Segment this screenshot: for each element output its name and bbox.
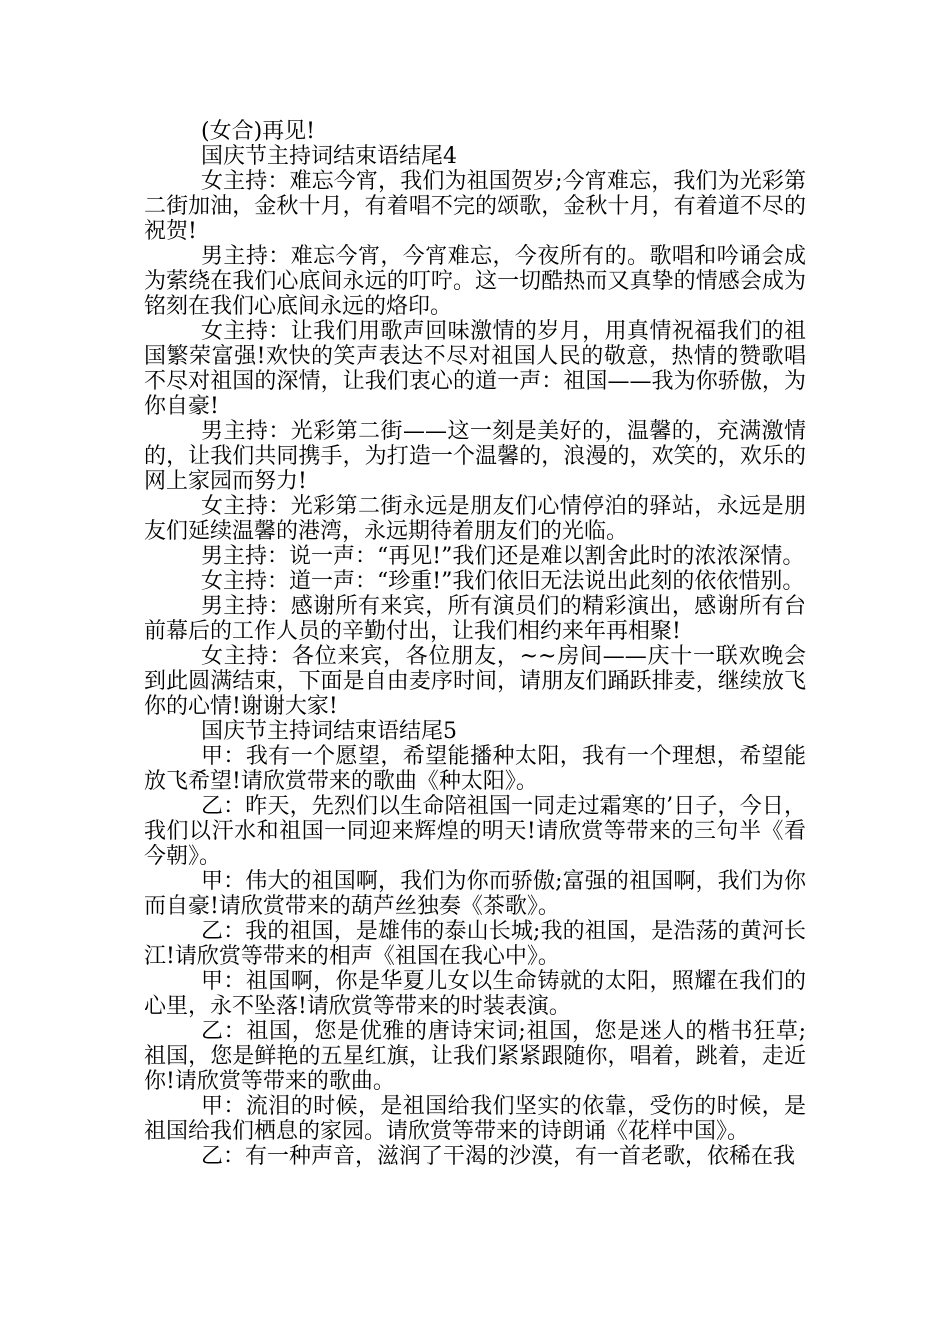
- paragraph: 男主持：光彩第二街——这一刻是美好的，温馨的，充满激情的，让我们共同携手，为打造一个温馨的，浪漫的，欢笑的，欢乐的网上家园而努力!: [144, 419, 806, 494]
- paragraph: 男主持：难忘今宵，今宵难忘，今夜所有的。歌唱和吟诵会成为萦绕在我们心底间永远的叮咛。这一切酷热而又真挚的情感会成为铭刻在我们心底间永远的烙印。: [144, 244, 806, 319]
- paragraph: 女主持：让我们用歌声回味激情的岁月，用真情祝福我们的祖国繁荣富强!欢快的笑声表达不尽对祖国人民的敬意，热情的赞歌唱不尽对祖国的深情，让我们衷心的道一声：祖国——我为你骄傲，为你自豪!: [144, 319, 806, 419]
- paragraph: 乙：祖国，您是优雅的唐诗宋词;祖国，您是迷人的楷书狂草;祖国，您是鲜艳的五星红旗，让我们紧紧跟随你，唱着，跳着，走近你!请欣赏等带来的歌曲。: [144, 1019, 806, 1094]
- paragraph: 甲：流泪的时候，是祖国给我们坚实的依靠，受伤的时候，是祖国给我们栖息的家园。请欣赏等带来的诗朗诵《花样中国》。: [144, 1094, 806, 1144]
- paragraph: 乙：有一种声音，滋润了干渴的沙漠，有一首老歌，依稀在我: [201, 1144, 796, 1169]
- paragraph: 女主持：光彩第二街永远是朋友们心情停泊的驿站，永远是朋友们延续温馨的港湾，永远期待着朋友们的光临。: [144, 494, 806, 544]
- section-title: 国庆节主持词结束语结尾5: [201, 719, 457, 744]
- paragraph: 甲：伟大的祖国啊，我们为你而骄傲;富强的祖国啊，我们为你而自豪!请欣赏带来的葫芦丝独奏《茶歌》。: [144, 869, 806, 919]
- paragraph: 男主持：说一声：“再见!”我们还是难以割舍此时的浓浓深情。: [201, 544, 805, 569]
- paragraph: 乙：我的祖国，是雄伟的泰山长城;我的祖国，是浩荡的黄河长江!请欣赏等带来的相声《祖国在我心中》。: [144, 919, 806, 969]
- paragraph: 男主持：感谢所有来宾，所有演员们的精彩演出，感谢所有台前幕后的工作人员的辛勤付出，让我们相约来年再相聚!: [144, 594, 806, 644]
- paragraph: 甲：祖国啊，你是华夏儿女以生命铸就的太阳，照耀在我们的心里，永不坠落!请欣赏等带来的时装表演。: [144, 969, 806, 1019]
- section-title: 国庆节主持词结束语结尾4: [201, 144, 457, 169]
- paragraph: 甲：我有一个愿望，希望能播种太阳，我有一个理想，希望能放飞希望!请欣赏带来的歌曲《种太阳》。: [144, 744, 806, 794]
- paragraph: (女合)再见!: [201, 119, 316, 144]
- paragraph: 乙：昨天，先烈们以生命陪祖国一同走过霜寒的’日子，今日，我们以汗水和祖国一同迎来辉煌的明天!请欣赏等带来的三句半《看今朝》。: [144, 794, 806, 869]
- paragraph: 女主持：各位来宾，各位朋友，~~房间——庆十一联欢晚会到此圆满结束，下面是自由麦序时间，请朋友们踊跃排麦，继续放飞你的心情!谢谢大家!: [144, 644, 806, 719]
- paragraph: 女主持：难忘今宵，我们为祖国贺岁;今宵难忘，我们为光彩第二街加油，金秋十月，有着唱不完的颂歌，金秋十月，有着道不尽的祝贺!: [144, 169, 806, 244]
- paragraph: 女主持：道一声：“珍重!”我们依旧无法说出此刻的依依惜别。: [201, 569, 805, 594]
- document-body: [144, 119, 806, 1169]
